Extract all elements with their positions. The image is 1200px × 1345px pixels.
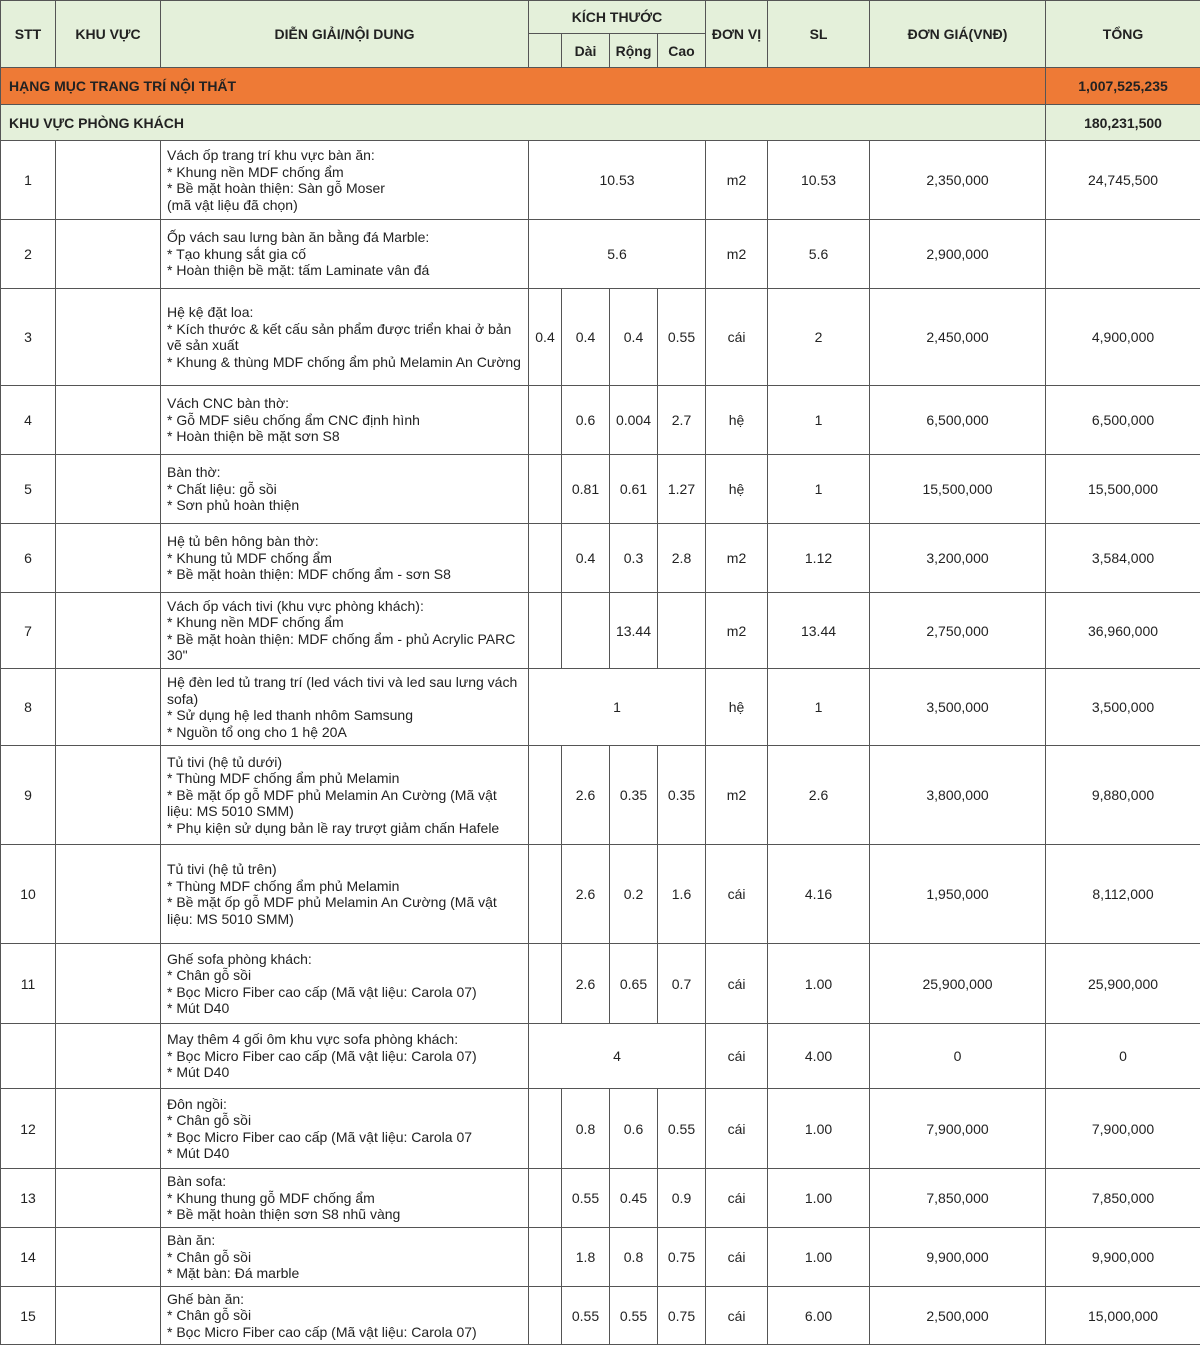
row-quantity: 1.00 <box>768 944 870 1024</box>
row-width: 0.4 <box>610 289 658 386</box>
row-dimension-extra <box>529 455 562 524</box>
row-height: 0.75 <box>658 1287 706 1345</box>
row-length: 0.4 <box>562 289 610 386</box>
row-description: Bàn ăn: * Chân gỗ sồi * Mặt bàn: Đá marble <box>161 1228 529 1287</box>
row-unit: cái <box>706 1228 768 1287</box>
row-stt: 8 <box>1 669 56 746</box>
row-length: 2.6 <box>562 746 610 845</box>
row-description: Đôn ngồi: * Chân gỗ sồi * Bọc Micro Fiber cao cấp (Mã vật liệu: Carola 07 * Mút D40 <box>161 1089 529 1169</box>
row-quantity: 1.00 <box>768 1169 870 1228</box>
row-unit: cái <box>706 845 768 944</box>
row-total: 7,900,000 <box>1046 1089 1200 1169</box>
header-height: Cao <box>658 34 706 68</box>
row-unit: m2 <box>706 141 768 220</box>
row-area <box>56 845 161 944</box>
row-description: Vách ốp vách tivi (khu vực phòng khách): * Khung nền MDF chống ẩm * Bề mặt hoàn thiện: MDF chống ẩm - phủ Acrylic PARC 30" <box>161 593 529 669</box>
row-quantity: 6.00 <box>768 1287 870 1345</box>
header-unit-price: ĐƠN GIÁ(VNĐ) <box>870 1 1046 68</box>
category-row <box>1 68 1200 105</box>
row-description: Ốp vách sau lưng bàn ăn bằng đá Marble: * Tạo khung sắt gia cố * Hoàn thiện bề mặt: tấm Laminate vân đá <box>161 220 529 289</box>
row-unit: m2 <box>706 220 768 289</box>
row-length: 0.81 <box>562 455 610 524</box>
category-total: 1,007,525,235 <box>1046 68 1200 105</box>
row-description: May thêm 4 gối ôm khu vực sofa phòng khách: * Bọc Micro Fiber cao cấp (Mã vật liệu: Carola 07) * Mút D40 <box>161 1024 529 1089</box>
row-quantity: 1.12 <box>768 524 870 593</box>
row-width: 0.2 <box>610 845 658 944</box>
row-length <box>562 593 610 669</box>
row-width: 0.6 <box>610 1089 658 1169</box>
row-total: 3,500,000 <box>1046 669 1200 746</box>
row-quantity: 1 <box>768 669 870 746</box>
row-dimension-extra <box>529 1169 562 1228</box>
row-unit-price: 3,800,000 <box>870 746 1046 845</box>
row-unit-price: 2,900,000 <box>870 220 1046 289</box>
row-dimension-extra <box>529 944 562 1024</box>
row-width: 0.35 <box>610 746 658 845</box>
table-row <box>1 1024 1200 1089</box>
row-dimension-extra <box>529 1228 562 1287</box>
row-stt: 7 <box>1 593 56 669</box>
row-height: 1.27 <box>658 455 706 524</box>
row-dimension-merged: 4 <box>529 1024 706 1089</box>
row-stt: 2 <box>1 220 56 289</box>
category-label: HẠNG MỤC TRANG TRÍ NỘI THẤT <box>1 68 1046 105</box>
table-row <box>1 141 1200 220</box>
row-description: Vách ốp trang trí khu vực bàn ăn: * Khung nền MDF chống ẩm * Bề mặt hoàn thiện: Sàn gỗ Moser (mã vật liệu đã chọn) <box>161 141 529 220</box>
row-description: Bàn sofa: * Khung thung gỗ MDF chống ẩm * Bề mặt hoàn thiện sơn S8 nhũ vàng <box>161 1169 529 1228</box>
row-total: 24,745,500 <box>1046 141 1200 220</box>
row-total: 7,850,000 <box>1046 1169 1200 1228</box>
row-description: Hệ tủ bên hông bàn thờ: * Khung tủ MDF chống ẩm * Bề mặt hoàn thiện: MDF chống ẩm - sơn S8 <box>161 524 529 593</box>
row-unit: hệ <box>706 669 768 746</box>
row-dimension-extra <box>529 746 562 845</box>
row-quantity: 1 <box>768 455 870 524</box>
row-stt: 14 <box>1 1228 56 1287</box>
row-area <box>56 669 161 746</box>
row-dimension-extra <box>529 1287 562 1345</box>
header-unit: ĐƠN VỊ <box>706 1 768 68</box>
table-row <box>1 593 1200 669</box>
table-row <box>1 746 1200 845</box>
row-total: 25,900,000 <box>1046 944 1200 1024</box>
row-stt: 12 <box>1 1089 56 1169</box>
header-dimensions: KÍCH THƯỚC <box>529 1 706 34</box>
row-length: 0.6 <box>562 386 610 455</box>
row-unit: hệ <box>706 386 768 455</box>
row-unit-price: 2,500,000 <box>870 1287 1046 1345</box>
row-height: 2.8 <box>658 524 706 593</box>
area-total: 180,231,500 <box>1046 105 1200 141</box>
row-unit: m2 <box>706 593 768 669</box>
row-length: 0.8 <box>562 1089 610 1169</box>
area-row <box>1 105 1200 141</box>
row-dimension-merged: 1 <box>529 669 706 746</box>
row-dimension-extra <box>529 845 562 944</box>
row-quantity: 2.6 <box>768 746 870 845</box>
row-unit-price: 25,900,000 <box>870 944 1046 1024</box>
row-height: 0.9 <box>658 1169 706 1228</box>
row-area <box>56 1089 161 1169</box>
row-unit-price: 7,900,000 <box>870 1089 1046 1169</box>
row-description: Ghế bàn ăn: * Chân gỗ sồi * Bọc Micro Fiber cao cấp (Mã vật liệu: Carola 07) <box>161 1287 529 1345</box>
row-height: 0.35 <box>658 746 706 845</box>
header-total: TỔNG <box>1046 1 1200 68</box>
table-row <box>1 289 1200 386</box>
row-width: 0.65 <box>610 944 658 1024</box>
row-stt: 10 <box>1 845 56 944</box>
row-total: 9,880,000 <box>1046 746 1200 845</box>
table-row <box>1 845 1200 944</box>
row-width: 0.3 <box>610 524 658 593</box>
row-stt: 5 <box>1 455 56 524</box>
row-quantity: 1 <box>768 386 870 455</box>
row-width: 13.44 <box>610 593 658 669</box>
row-total: 9,900,000 <box>1046 1228 1200 1287</box>
header-quantity: SL <box>768 1 870 68</box>
row-dimension-extra <box>529 386 562 455</box>
row-quantity: 5.6 <box>768 220 870 289</box>
row-unit-price: 2,750,000 <box>870 593 1046 669</box>
row-unit-price: 3,500,000 <box>870 669 1046 746</box>
row-area <box>56 141 161 220</box>
row-unit: cái <box>706 1089 768 1169</box>
row-stt: 13 <box>1 1169 56 1228</box>
row-unit-price: 2,450,000 <box>870 289 1046 386</box>
table-row <box>1 1169 1200 1228</box>
row-unit-price: 1,950,000 <box>870 845 1046 944</box>
row-stt: 6 <box>1 524 56 593</box>
row-description: Hệ đèn led tủ trang trí (led vách tivi và led sau lưng vách sofa) * Sử dụng hệ led thanh nhôm Samsung * Nguồn tổ ong cho 1 hệ 20A <box>161 669 529 746</box>
row-area <box>56 1024 161 1089</box>
row-dimension-merged: 5.6 <box>529 220 706 289</box>
row-unit-price: 3,200,000 <box>870 524 1046 593</box>
row-length: 2.6 <box>562 944 610 1024</box>
row-area <box>56 524 161 593</box>
row-quantity: 2 <box>768 289 870 386</box>
table-row <box>1 1228 1200 1287</box>
row-total: 0 <box>1046 1024 1200 1089</box>
row-area <box>56 289 161 386</box>
row-total: 6,500,000 <box>1046 386 1200 455</box>
row-length: 0.55 <box>562 1287 610 1345</box>
table-row <box>1 220 1200 289</box>
row-total: 15,500,000 <box>1046 455 1200 524</box>
table-row <box>1 386 1200 455</box>
row-quantity: 4.00 <box>768 1024 870 1089</box>
row-quantity: 10.53 <box>768 141 870 220</box>
row-description: Ghế sofa phòng khách: * Chân gỗ sồi * Bọc Micro Fiber cao cấp (Mã vật liệu: Carola 07) * Mút D40 <box>161 944 529 1024</box>
table-row <box>1 455 1200 524</box>
row-unit-price: 15,500,000 <box>870 455 1046 524</box>
row-unit: m2 <box>706 524 768 593</box>
row-dimension-extra <box>529 524 562 593</box>
row-total <box>1046 220 1200 289</box>
row-area <box>56 1287 161 1345</box>
row-area <box>56 455 161 524</box>
row-length: 2.6 <box>562 845 610 944</box>
row-quantity: 4.16 <box>768 845 870 944</box>
row-unit: cái <box>706 944 768 1024</box>
table-row <box>1 1287 1200 1345</box>
row-height: 1.6 <box>658 845 706 944</box>
row-height: 0.55 <box>658 289 706 386</box>
row-stt: 4 <box>1 386 56 455</box>
row-height: 0.75 <box>658 1228 706 1287</box>
row-width: 0.8 <box>610 1228 658 1287</box>
row-length: 0.4 <box>562 524 610 593</box>
area-label: KHU VỰC PHÒNG KHÁCH <box>1 105 1046 141</box>
table-row <box>1 1089 1200 1169</box>
row-dimension-extra <box>529 1089 562 1169</box>
row-length: 1.8 <box>562 1228 610 1287</box>
row-height: 0.55 <box>658 1089 706 1169</box>
header-length: Dài <box>562 34 610 68</box>
row-total: 36,960,000 <box>1046 593 1200 669</box>
row-unit-price: 9,900,000 <box>870 1228 1046 1287</box>
row-width: 0.45 <box>610 1169 658 1228</box>
row-unit: hệ <box>706 455 768 524</box>
row-height: 2.7 <box>658 386 706 455</box>
row-quantity: 1.00 <box>768 1228 870 1287</box>
row-description: Hệ kệ đặt loa: * Kích thước & kết cấu sản phẩm được triển khai ở bản vẽ sản xuất * Khung & thùng MDF chống ẩm phủ Melamin An Cường <box>161 289 529 386</box>
row-stt <box>1 1024 56 1089</box>
row-area <box>56 1228 161 1287</box>
row-unit: cái <box>706 1287 768 1345</box>
row-area <box>56 1169 161 1228</box>
row-quantity: 1.00 <box>768 1089 870 1169</box>
row-total: 8,112,000 <box>1046 845 1200 944</box>
row-unit-price: 0 <box>870 1024 1046 1089</box>
row-width: 0.61 <box>610 455 658 524</box>
header-area: KHU VỰC <box>56 1 161 68</box>
table-row <box>1 669 1200 746</box>
row-dimension-extra <box>529 593 562 669</box>
row-stt: 11 <box>1 944 56 1024</box>
row-area <box>56 944 161 1024</box>
header-dimension-blank <box>529 34 562 68</box>
row-area <box>56 220 161 289</box>
header-width: Rộng <box>610 34 658 68</box>
row-description: Vách CNC bàn thờ: * Gỗ MDF siêu chống ẩm CNC định hình * Hoàn thiện bề mặt sơn S8 <box>161 386 529 455</box>
row-description: Bàn thờ: * Chất liệu: gỗ sồi * Sơn phủ hoàn thiện <box>161 455 529 524</box>
row-height: 0.7 <box>658 944 706 1024</box>
row-length: 0.55 <box>562 1169 610 1228</box>
row-unit: cái <box>706 1024 768 1089</box>
row-unit-price: 6,500,000 <box>870 386 1046 455</box>
row-stt: 15 <box>1 1287 56 1345</box>
header-description: DIỄN GIẢI/NỘI DUNG <box>161 1 529 68</box>
row-quantity: 13.44 <box>768 593 870 669</box>
row-dimension-merged: 10.53 <box>529 141 706 220</box>
row-dimension-extra: 0.4 <box>529 289 562 386</box>
row-width: 0.004 <box>610 386 658 455</box>
row-stt: 3 <box>1 289 56 386</box>
row-unit: cái <box>706 1169 768 1228</box>
row-unit-price: 7,850,000 <box>870 1169 1046 1228</box>
row-unit: m2 <box>706 746 768 845</box>
row-stt: 1 <box>1 141 56 220</box>
row-area <box>56 386 161 455</box>
row-stt: 9 <box>1 746 56 845</box>
row-description: Tủ tivi (hệ tủ dưới) * Thùng MDF chống ẩm phủ Melamin * Bề mặt ốp gỗ MDF phủ Melamin An Cường (Mã vật liệu: MS 5010 SMM) * Phụ kiện sử dụng bản lề ray trượt giảm chấn Hafele <box>161 746 529 845</box>
header-stt: STT <box>1 1 56 68</box>
row-total: 3,584,000 <box>1046 524 1200 593</box>
row-total: 15,000,000 <box>1046 1287 1200 1345</box>
table-row <box>1 944 1200 1024</box>
row-unit-price: 2,350,000 <box>870 141 1046 220</box>
row-total: 4,900,000 <box>1046 289 1200 386</box>
row-area <box>56 746 161 845</box>
row-unit: cái <box>706 289 768 386</box>
row-width: 0.55 <box>610 1287 658 1345</box>
row-area <box>56 593 161 669</box>
row-height <box>658 593 706 669</box>
row-description: Tủ tivi (hệ tủ trên) * Thùng MDF chống ẩm phủ Melamin * Bề mặt ốp gỗ MDF phủ Melamin An Cường (Mã vật liệu: MS 5010 SMM) <box>161 845 529 944</box>
table-row <box>1 524 1200 593</box>
